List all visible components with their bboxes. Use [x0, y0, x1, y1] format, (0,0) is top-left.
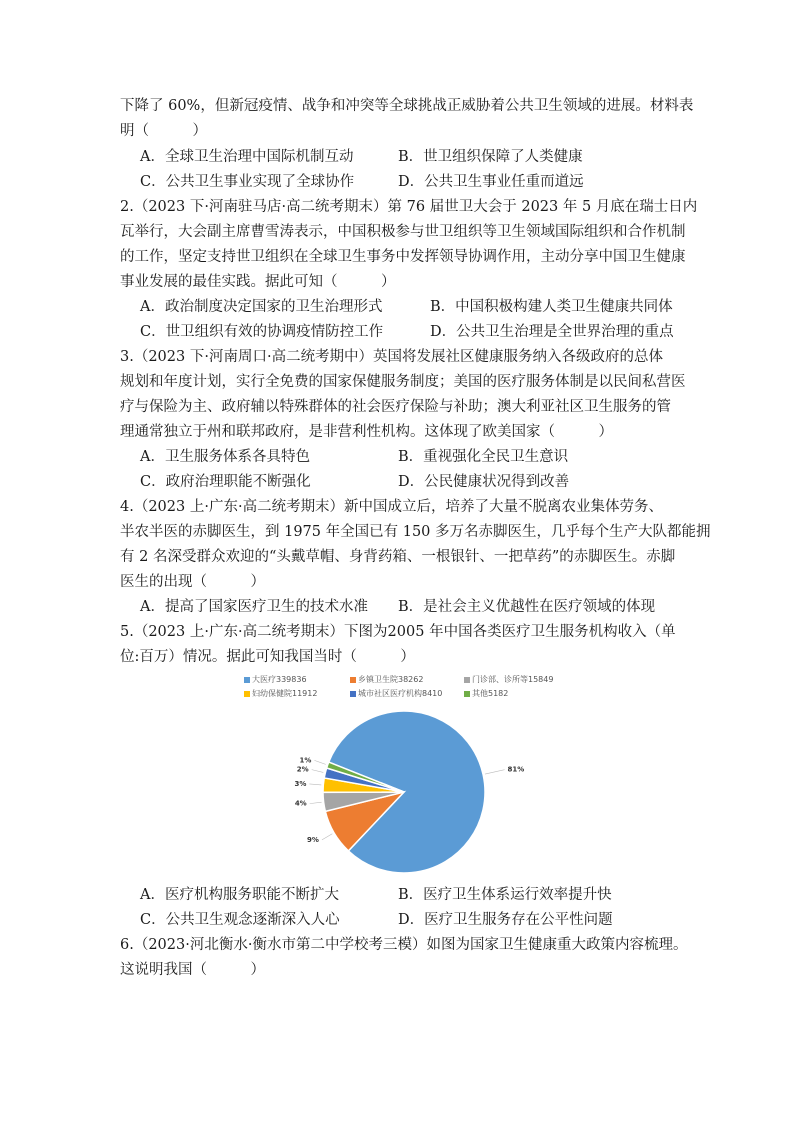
leader-line [310, 802, 322, 803]
text-line: 的工作，坚定支持世卫组织在全球卫生事务中发挥领导协调作用，主动分享中国卫生健康 [120, 249, 686, 265]
option-q2-b: B．中国积极构建人类卫生健康共同体 [430, 299, 673, 315]
option-q5-b: B．医疗卫生体系运行效率提升快 [398, 887, 612, 903]
question-5-line: 5.（2023 上·广东·高二统考期末）下图为2005 年中国各类医疗卫生服务机构收入（单 [120, 624, 676, 640]
data-label: 9% [307, 835, 319, 844]
leader-line [312, 770, 324, 773]
data-label: 4% [294, 799, 307, 808]
text-line: 有 2 名深受群众欢迎的“头戴草帽、身背药箱、一根银针、一把草药”的赤脚医生。赤脚 [120, 549, 676, 565]
option-q2-a: A．政治制度决定国家的卫生治理形式 [140, 299, 383, 315]
leader-line [322, 834, 332, 840]
legend-label: 乡镇卫生院38262 [358, 675, 424, 684]
text-line: 理通常独立于州和联邦政府，是非营利性机构。这体现了欧美国家（ ） [120, 424, 613, 440]
option-q3-c: C．政府治理职能不断强化 [140, 474, 311, 490]
option-q3-b: B．重视强化全民卫生意识 [398, 449, 569, 465]
text-line: 事业发展的最佳实践。据此可知（ ） [120, 274, 396, 290]
option-q1-d: D．公共卫生事业任重而道远 [398, 174, 584, 190]
leader-line [485, 770, 505, 774]
text-line: 这说明我国（ ） [120, 962, 265, 978]
legend-label: 妇幼保健院11912 [252, 689, 318, 698]
text-line: 明（ ） [120, 123, 207, 139]
data-label: 1% [299, 756, 312, 765]
data-label: 3% [294, 779, 307, 788]
text-line: 疗与保险为主、政府辅以特殊群体的社会医疗保险与补助；澳大利亚社区卫生服务的管 [120, 399, 671, 415]
option-q2-c: C．世卫组织有效的协调疫情防控工作 [140, 324, 384, 340]
option-q1-c: C．公共卫生事业实现了全球协作 [140, 174, 355, 190]
option-q5-a: A．医疗机构服务职能不断扩大 [140, 887, 339, 903]
data-label: 2% [296, 765, 309, 774]
option-q4-a: A．提高了国家医疗卫生的技术水准 [140, 599, 368, 615]
option-q2-d: D．公共卫生治理是全世界治理的重点 [430, 324, 674, 340]
option-q4-b: B．是社会主义优越性在医疗领域的体现 [398, 599, 656, 615]
text-line: 规划和年度计划，实行全免费的国家保健服务制度；美国的医疗服务体制是以民间私营医 [120, 374, 686, 390]
leader-line [314, 760, 325, 764]
leader-line [309, 784, 321, 785]
question-6-line: 6.（2023·河北衡水·衡水市第二中学校考三模）如图为国家卫生健康重大政策内容梳理。 [120, 937, 688, 953]
option-q1-a: A．全球卫生治理中国际机制互动 [140, 149, 354, 165]
pie-chart [238, 670, 558, 880]
legend-label: 大医疗339836 [252, 675, 307, 684]
question-4-line: 4.（2023 上·广东·高二统考期末）新中国成立后，培养了大量不脱离农业集体劳务、 [120, 499, 664, 515]
question-3-line: 3.（2023 下·河南周口·高二统考期中）英国将发展社区健康服务纳入各级政府的总体 [120, 349, 664, 365]
legend-label: 门诊部、诊所等15849 [472, 675, 554, 684]
pie-svg [238, 670, 558, 880]
text-line: 瓦举行，大会副主席曹雪涛表示，中国积极参与世卫组织等卫生领域国际组织和合作机制 [120, 224, 686, 240]
text-line: 医生的出现（ ） [120, 574, 265, 590]
legend-label: 其他5182 [472, 689, 509, 698]
text-line: 位:百万）情况。据此可知我国当时（ ） [120, 649, 415, 665]
option-q5-c: C．公共卫生观念逐渐深入人心 [140, 912, 340, 928]
question-2-line: 2.（2023 下·河南驻马店·高二统考期末）第 76 届世卫大会于 2023 年 5 月底在瑞士日内 [120, 199, 698, 215]
legend-label: 城市社区医疗机构8410 [358, 689, 443, 698]
text-line: 下降了 60%，但新冠疫情、战争和冲突等全球挑战正威胁着公共卫生领域的进展。材料表 [120, 98, 694, 114]
option-q1-b: B．世卫组织保障了人类健康 [398, 149, 583, 165]
text-line: 半农半医的赤脚医生，到 1975 年全国已有 150 多万名赤脚医生，几乎每个生产大队都能拥 [120, 524, 711, 540]
option-q3-d: D．公民健康状况得到改善 [398, 474, 570, 490]
option-q5-d: D．医疗卫生服务存在公平性问题 [398, 912, 613, 928]
option-q3-a: A．卫生服务体系各具特色 [140, 449, 310, 465]
data-label: 81% [507, 765, 525, 774]
